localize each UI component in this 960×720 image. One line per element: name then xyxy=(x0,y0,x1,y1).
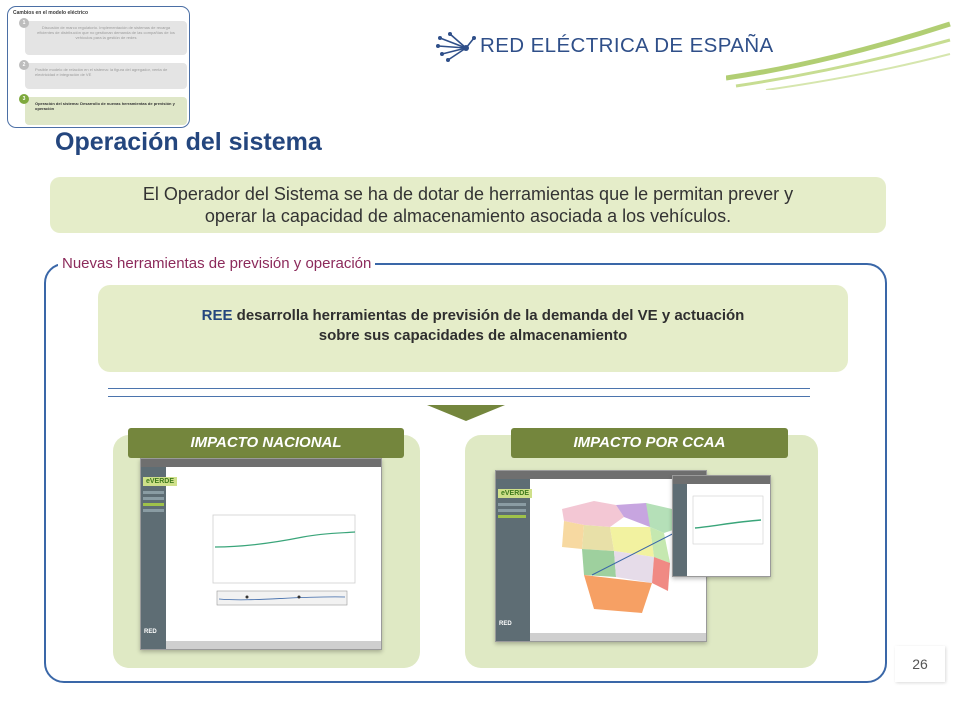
app-logo: RED xyxy=(499,621,512,627)
menu-item xyxy=(143,497,164,500)
down-triangle-icon xyxy=(427,405,505,421)
page-title: Operación del sistema xyxy=(55,128,322,156)
ree-line-1: desarrolla herramientas de previsión de la demanda del VE y actuación xyxy=(232,307,745,324)
tag-national-impact: IMPACTO NACIONAL xyxy=(128,428,404,458)
app-sidebar xyxy=(673,484,687,576)
navigator-step-1[interactable] xyxy=(22,20,187,55)
brand-name: RED ELÉCTRICA DE ESPAÑA xyxy=(480,34,774,57)
app-screenshot-national xyxy=(140,458,382,650)
line-graph-thumbnail xyxy=(691,492,767,552)
decorative-swooshes xyxy=(726,20,956,90)
page-number: 26 xyxy=(895,646,945,682)
network-nodes-icon xyxy=(436,30,476,64)
menu-item xyxy=(498,515,526,518)
divider-line xyxy=(108,388,810,389)
app-badge: eVERDE xyxy=(143,477,177,486)
intro-line-2: operar la capacidad de almacenamiento asociada a los vehículos. xyxy=(204,206,732,226)
navigator-step-2[interactable] xyxy=(22,62,187,89)
menu-item xyxy=(143,509,164,512)
line-graph-thumbnail xyxy=(203,507,363,607)
app-footer xyxy=(166,641,381,649)
ree-acronym: REE xyxy=(201,307,233,324)
app-footer xyxy=(530,633,706,641)
navigator-title: Cambios en el modelo eléctrico xyxy=(13,10,89,16)
section-label: Nuevas herramientas de previsión y operación xyxy=(58,255,375,272)
app-titlebar xyxy=(141,459,381,467)
step-text: Posible modelo de relación en el sistema: la figura del agregador, venta de electricidad e integración de VE xyxy=(35,67,168,77)
app-sidebar xyxy=(141,467,175,649)
step-number: 1 xyxy=(19,18,29,28)
ree-callout xyxy=(98,285,848,372)
menu-item xyxy=(143,491,164,494)
ree-line-2: sobre sus capacidades de almacenamiento xyxy=(318,327,628,344)
step-number: 3 xyxy=(19,94,29,104)
app-screenshot-regional-chart xyxy=(672,475,771,577)
app-sidebar xyxy=(496,479,530,641)
tag-regional-impact: IMPACTO POR CCAA xyxy=(511,428,788,458)
progress-navigator xyxy=(7,6,190,128)
navigator-step-3-active[interactable] xyxy=(22,96,187,125)
app-logo: RED xyxy=(144,629,157,635)
step-text: Operación del sistema: Desarrollo de nuevas herramientas de previsión y operación xyxy=(35,101,175,111)
intro-callout xyxy=(50,177,886,233)
divider-line xyxy=(108,396,810,397)
menu-item xyxy=(498,509,526,512)
menu-item xyxy=(498,503,526,506)
intro-line-1: El Operador del Sistema se ha de dotar de herramientas que le permitan prever y xyxy=(142,184,794,204)
step-text: Discusión de marco regulatorio. Implementación de sistemas de recarga eficientes de distribución que no gestionan demanda de las compañías de los vehículos para la gestión de redes xyxy=(37,25,175,40)
brand-header xyxy=(436,20,956,90)
app-titlebar xyxy=(673,476,770,484)
menu-item xyxy=(143,503,164,506)
step-number: 2 xyxy=(19,60,29,70)
app-badge: eVERDE xyxy=(498,489,532,498)
